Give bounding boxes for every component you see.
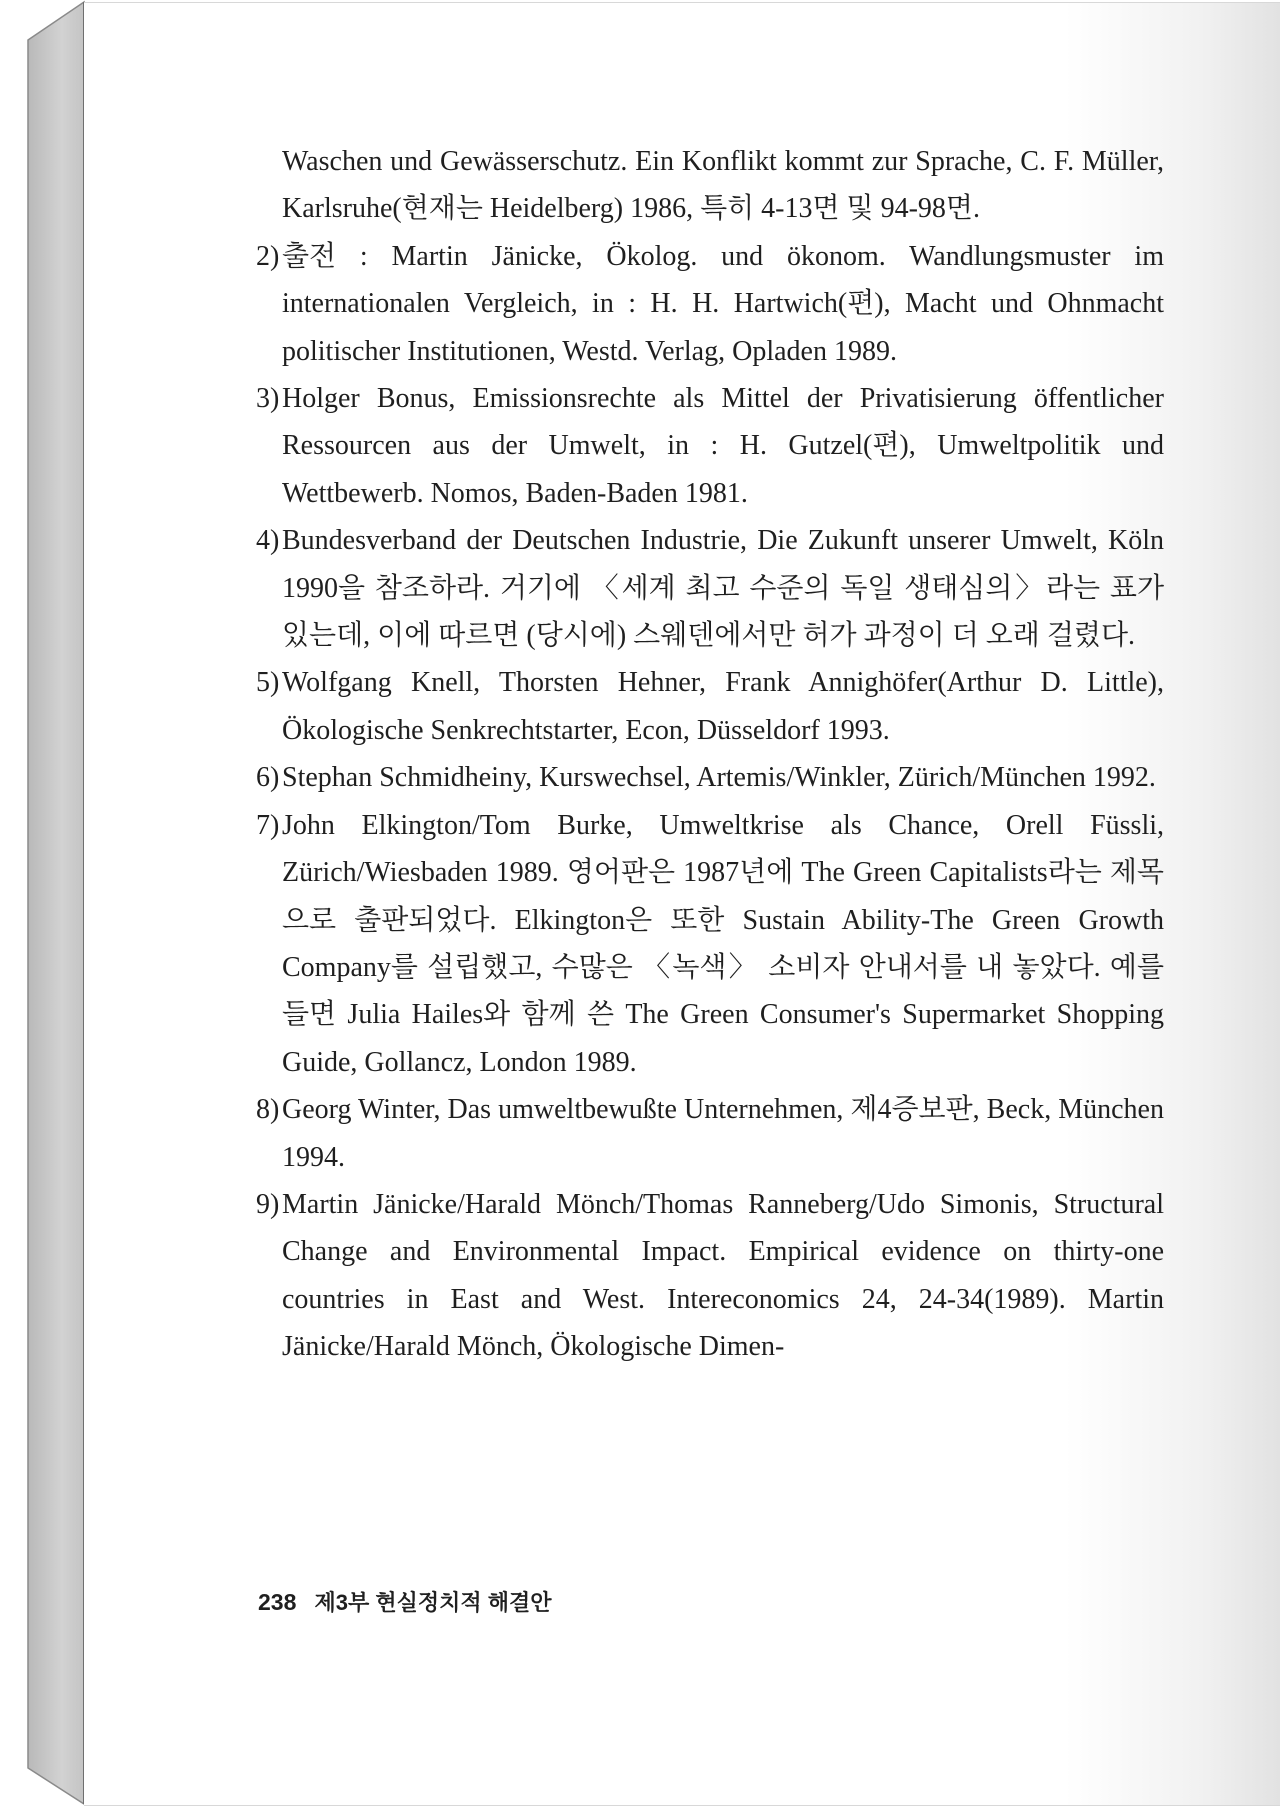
footnote-text: Bundesverband der Deutschen Industrie, Die Zukunft unserer Umwelt, Köln 1990을 참조하라. 거기에 〈세계 최고 수준의 독일 생태심의〉라는 표가 있는데, 이에 따르면 (당시에) 스웨덴에서만 허가 과정이 더 오래 걸렸다. [282, 525, 1164, 652]
footnote-8 [256, 1086, 1164, 1181]
footnote-number: 5) [256, 667, 280, 699]
footnote-5 [256, 659, 1164, 754]
footnote-number: 2) [256, 240, 280, 272]
footnote-continued [256, 138, 1164, 233]
footnote-number: 4) [256, 525, 280, 557]
footnote-number: 9) [256, 1188, 280, 1220]
footnote-3 [256, 375, 1164, 517]
footnote-number: 3) [256, 383, 280, 415]
footnote-text: Holger Bonus, Emissionsrechte als Mittel der Privatisierung öffentlicher Ressourcen aus der Umwelt, in : H. Gutzel(편), Umweltpolitik und Wettbewerb. Nomos, Baden-Baden 1981. [282, 383, 1164, 509]
footnote-list [256, 138, 1164, 1371]
page-number: 238 [258, 1589, 297, 1615]
footnote-text: Georg Winter, Das umweltbewußte Unternehmen, 제4증보판, Beck, München 1994. [282, 1094, 1164, 1173]
footnote-text: Stephan Schmidheiny, Kurswechsel, Artemis/Winkler, Zürich/München 1992. [282, 762, 1156, 794]
footnote-7 [256, 802, 1164, 1086]
footnote-text: Wolfgang Knell, Thorsten Hehner, Frank Annighöfer(Arthur D. Little), Ökologische Senkrechtstarter, Econ, Düsseldorf 1993. [282, 667, 1164, 746]
footnote-text: Waschen und Gewässerschutz. Ein Konflikt kommt zur Sprache, C. F. Müller, Karlsruhe(현재는 Heidelberg) 1986, 특히 4-13면 및 94-98면. [282, 146, 1164, 225]
footnote-4 [256, 517, 1164, 659]
page-footer [258, 1586, 551, 1617]
section-title: 제3부 현실정치적 해결안 [314, 1590, 552, 1615]
footnote-text: Martin Jänicke/Harald Mönch/Thomas Ranneberg/Udo Simonis, Structural Change and Environmental Impact. Empirical evidence on thirty-one countries in East and West. Intereconomics 24, 24-34(1989). Martin Jänicke/Harald Mönch, Ökologische Dimen- [282, 1188, 1164, 1363]
footnote-6 [256, 754, 1164, 801]
footnote-2 [256, 233, 1164, 375]
footnote-number: 7) [256, 809, 280, 841]
footnote-9 [256, 1181, 1164, 1371]
footnote-text: 출전 : Martin Jänicke, Ökolog. und ökonom. Wandlungsmuster im internationalen Vergleich, in : H. H. Hartwich(편), Macht und Ohnmacht politischer Institutionen, Westd. Verlag, Opladen 1989. [282, 240, 1164, 367]
footnote-number: 6) [256, 762, 280, 794]
book-spine [0, 0, 86, 1806]
footnote-text: John Elkington/Tom Burke, Umweltkrise als Chance, Orell Füssli, Zürich/Wiesbaden 1989. 영어판은 1987년에 The Green Capitalists라는 제목으로 출판되었다. Elkington은 또한 Sustain Ability-The Green Growth Company를 설립했고, 수많은 〈녹색〉 소비자 안내서를 내 놓았다. 예를 들면 Julia Hailes와 함께 쓴 The Green Consumer's Supermarket Shopping Guide, Gollancz, London 1989. [282, 809, 1164, 1078]
footnote-number: 8) [256, 1094, 280, 1126]
